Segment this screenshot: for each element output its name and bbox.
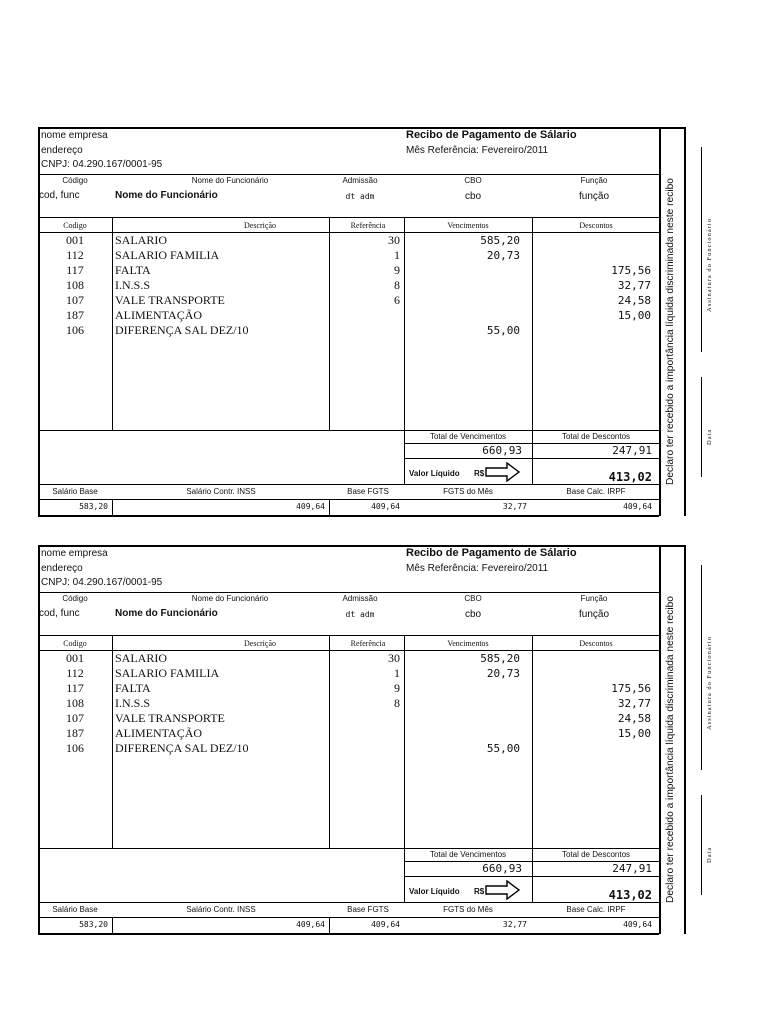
table-row bbox=[38, 233, 659, 248]
declaration-text: Declaro ter recebido a importância líquida discriminada neste recibo bbox=[665, 596, 676, 903]
value-base-salary: 583,20 bbox=[79, 502, 108, 511]
employee-name: Nome do Funcionário bbox=[115, 190, 218, 201]
header-description: Descrição bbox=[244, 221, 276, 230]
row-description: VALE TRANSPORTE bbox=[115, 711, 225, 725]
row-earnings: 20,73 bbox=[486, 667, 520, 680]
company-address: endereço bbox=[41, 145, 83, 156]
label-irpf-base: Base Calc. IRPF bbox=[566, 487, 626, 496]
row-description: SALARIO FAMILIA bbox=[115, 248, 220, 262]
row-description: VALE TRANSPORTE bbox=[115, 293, 225, 307]
row-reference: 30 bbox=[388, 233, 400, 247]
row-code: 107 bbox=[66, 711, 84, 725]
total-earnings-label: Total de Vencimentos bbox=[429, 850, 507, 859]
employee-function: função bbox=[578, 191, 610, 202]
value-fgts-month: 32,77 bbox=[502, 502, 527, 511]
row-reference: 9 bbox=[394, 681, 400, 695]
company-name: nome empresa bbox=[41, 548, 108, 559]
header-code: Codigo bbox=[63, 221, 87, 230]
company-cnpj: CNPJ: 04.290.167/0001-95 bbox=[41, 159, 163, 170]
label-fgts-base: Base FGTS bbox=[347, 487, 389, 496]
label-name: Nome do Funcionário bbox=[191, 176, 269, 185]
value-inss-salary: 409,64 bbox=[296, 502, 325, 511]
row-reference: 1 bbox=[394, 666, 400, 680]
row-code: 001 bbox=[66, 233, 84, 247]
header-reference: Referência bbox=[350, 639, 386, 648]
header-deductions: Descontos bbox=[579, 639, 613, 648]
row-code: 106 bbox=[66, 323, 84, 337]
label-fgts-base: Base FGTS bbox=[347, 905, 389, 914]
label-code: Código bbox=[62, 176, 88, 185]
table-row bbox=[38, 666, 659, 681]
divider bbox=[38, 933, 659, 935]
employee-function: função bbox=[578, 609, 610, 620]
divider bbox=[38, 174, 659, 175]
divider bbox=[404, 876, 659, 877]
date-line bbox=[701, 795, 702, 895]
row-deductions: 175,56 bbox=[611, 264, 651, 277]
label-irpf-base: Base Calc. IRPF bbox=[566, 905, 626, 914]
value-base-salary: 583,20 bbox=[79, 920, 108, 929]
row-earnings: 55,00 bbox=[486, 742, 520, 755]
table-row bbox=[38, 248, 659, 263]
row-reference: 30 bbox=[388, 651, 400, 665]
row-code: 112 bbox=[66, 666, 84, 680]
table-row bbox=[38, 308, 659, 323]
row-description: I.N.S.S bbox=[115, 696, 151, 710]
row-reference: 8 bbox=[394, 278, 400, 292]
total-deductions-value: 247,91 bbox=[612, 862, 652, 875]
row-code: 106 bbox=[66, 741, 84, 755]
date-line bbox=[701, 377, 702, 477]
value-fgts-base: 409,64 bbox=[371, 502, 400, 511]
column-line bbox=[112, 499, 113, 516]
row-code: 112 bbox=[66, 248, 84, 262]
total-deductions-label: Total de Descontos bbox=[561, 850, 631, 859]
row-code: 187 bbox=[66, 726, 84, 740]
signature-label: Assinatura do Funcionário bbox=[706, 218, 713, 312]
row-deductions: 32,77 bbox=[617, 697, 651, 710]
header-code: Codigo bbox=[63, 639, 87, 648]
column-line bbox=[329, 499, 330, 516]
divider bbox=[38, 430, 659, 431]
employee-name: Nome do Funcionário bbox=[115, 608, 218, 619]
divider bbox=[404, 458, 659, 459]
employee-cbo: cbo bbox=[464, 609, 482, 620]
row-description: SALARIO bbox=[115, 233, 168, 247]
label-base-salary: Salário Base bbox=[52, 487, 98, 496]
table-row bbox=[38, 681, 659, 696]
salary-receipt-2 bbox=[38, 545, 713, 934]
table-row bbox=[38, 323, 659, 338]
row-description: DIFERENÇA SAL DEZ/10 bbox=[115, 323, 249, 337]
total-earnings-value: 660,93 bbox=[482, 862, 522, 875]
company-name: nome empresa bbox=[41, 130, 108, 141]
column-line bbox=[329, 917, 330, 934]
row-description: DIFERENÇA SAL DEZ/10 bbox=[115, 741, 249, 755]
currency-label: R$ bbox=[474, 887, 485, 896]
signature-label: Assinatura do Funcionário bbox=[706, 636, 713, 730]
currency-label: R$ bbox=[474, 469, 485, 478]
table-row bbox=[38, 278, 659, 293]
label-fgts-month: FGTS do Mês bbox=[443, 487, 493, 496]
company-address: endereço bbox=[41, 563, 83, 574]
value-irpf-base: 409,64 bbox=[623, 502, 652, 511]
row-description: I.N.S.S bbox=[115, 278, 151, 292]
label-inss-salary: Salário Contr. INSS bbox=[186, 905, 256, 914]
row-deductions: 15,00 bbox=[617, 727, 651, 740]
value-irpf-base: 409,64 bbox=[623, 920, 652, 929]
table-row bbox=[38, 293, 659, 308]
row-reference: 8 bbox=[394, 696, 400, 710]
total-deductions-value: 247,91 bbox=[612, 444, 652, 457]
employee-code: cod, func bbox=[39, 190, 80, 201]
row-description: SALARIO FAMILIA bbox=[115, 666, 220, 680]
net-value: 413,02 bbox=[608, 470, 652, 484]
employee-admission: dt adm bbox=[345, 192, 375, 201]
date-label: Data bbox=[706, 428, 713, 445]
arrow-right-icon bbox=[485, 880, 521, 900]
company-cnpj: CNPJ: 04.290.167/0001-95 bbox=[41, 577, 163, 588]
value-fgts-base: 409,64 bbox=[371, 920, 400, 929]
divider bbox=[38, 217, 659, 218]
employee-code: cod, func bbox=[39, 608, 80, 619]
row-deductions: 24,58 bbox=[617, 712, 651, 725]
row-description: FALTA bbox=[115, 263, 151, 277]
row-code: 107 bbox=[66, 293, 84, 307]
label-fgts-month: FGTS do Mês bbox=[443, 905, 493, 914]
total-deductions-label: Total de Descontos bbox=[561, 432, 631, 441]
signature-line bbox=[701, 565, 702, 770]
row-code: 108 bbox=[66, 696, 84, 710]
table-row bbox=[38, 263, 659, 278]
divider bbox=[38, 515, 659, 517]
label-admission: Admissão bbox=[342, 594, 378, 603]
row-description: FALTA bbox=[115, 681, 151, 695]
salary-receipt-1 bbox=[38, 127, 713, 516]
value-inss-salary: 409,64 bbox=[296, 920, 325, 929]
header-reference: Referência bbox=[350, 221, 386, 230]
receipt-title: Recibo de Pagamento de Sálario bbox=[406, 129, 577, 141]
month-reference: Mês Referência: Fevereiro/2011 bbox=[406, 145, 549, 156]
row-description: ALIMENTAÇÃO bbox=[115, 308, 203, 322]
divider bbox=[38, 917, 659, 918]
label-name: Nome do Funcionário bbox=[191, 594, 269, 603]
table-row bbox=[38, 741, 659, 756]
label-inss-salary: Salário Contr. INSS bbox=[186, 487, 256, 496]
net-value: 413,02 bbox=[608, 888, 652, 902]
divider bbox=[38, 592, 659, 593]
table-row bbox=[38, 711, 659, 726]
label-admission: Admissão bbox=[342, 176, 378, 185]
value-fgts-month: 32,77 bbox=[502, 920, 527, 929]
label-function: Função bbox=[580, 594, 608, 603]
label-function: Função bbox=[580, 176, 608, 185]
divider bbox=[38, 484, 659, 485]
divider bbox=[38, 635, 659, 636]
label-base-salary: Salário Base bbox=[52, 905, 98, 914]
row-code: 117 bbox=[66, 263, 84, 277]
date-label: Data bbox=[706, 846, 713, 863]
label-cbo: CBO bbox=[464, 594, 482, 603]
divider bbox=[38, 902, 659, 903]
row-earnings: 20,73 bbox=[486, 249, 520, 262]
table-row bbox=[38, 726, 659, 741]
row-earnings: 585,20 bbox=[480, 234, 520, 247]
employee-cbo: cbo bbox=[464, 191, 482, 202]
net-value-label: Valor Líquido bbox=[409, 887, 460, 896]
total-earnings-value: 660,93 bbox=[482, 444, 522, 457]
month-reference: Mês Referência: Fevereiro/2011 bbox=[406, 563, 549, 574]
header-deductions: Descontos bbox=[579, 221, 613, 230]
header-earnings: Vencimentos bbox=[447, 221, 489, 230]
arrow-right-icon bbox=[485, 462, 521, 482]
divider bbox=[38, 499, 659, 500]
row-description: ALIMENTAÇÃO bbox=[115, 726, 203, 740]
row-deductions: 24,58 bbox=[617, 294, 651, 307]
row-code: 187 bbox=[66, 308, 84, 322]
row-code: 001 bbox=[66, 651, 84, 665]
row-description: SALARIO bbox=[115, 651, 168, 665]
declaration-text: Declaro ter recebido a importância líquida discriminada neste recibo bbox=[665, 178, 676, 485]
row-reference: 6 bbox=[394, 293, 400, 307]
row-code: 117 bbox=[66, 681, 84, 695]
row-deductions: 32,77 bbox=[617, 279, 651, 292]
table-row bbox=[38, 651, 659, 666]
label-cbo: CBO bbox=[464, 176, 482, 185]
header-description: Descrição bbox=[244, 639, 276, 648]
row-deductions: 15,00 bbox=[617, 309, 651, 322]
row-code: 108 bbox=[66, 278, 84, 292]
receipt-title: Recibo de Pagamento de Sálario bbox=[406, 547, 577, 559]
row-reference: 9 bbox=[394, 263, 400, 277]
signature-line bbox=[701, 147, 702, 352]
employee-admission: dt adm bbox=[345, 610, 375, 619]
total-earnings-label: Total de Vencimentos bbox=[429, 432, 507, 441]
row-deductions: 175,56 bbox=[611, 682, 651, 695]
row-reference: 1 bbox=[394, 248, 400, 262]
column-line bbox=[112, 917, 113, 934]
divider bbox=[38, 848, 659, 849]
row-earnings: 585,20 bbox=[480, 652, 520, 665]
header-earnings: Vencimentos bbox=[447, 639, 489, 648]
label-code: Código bbox=[62, 594, 88, 603]
row-earnings: 55,00 bbox=[486, 324, 520, 337]
table-row bbox=[38, 696, 659, 711]
net-value-label: Valor Líquido bbox=[409, 469, 460, 478]
